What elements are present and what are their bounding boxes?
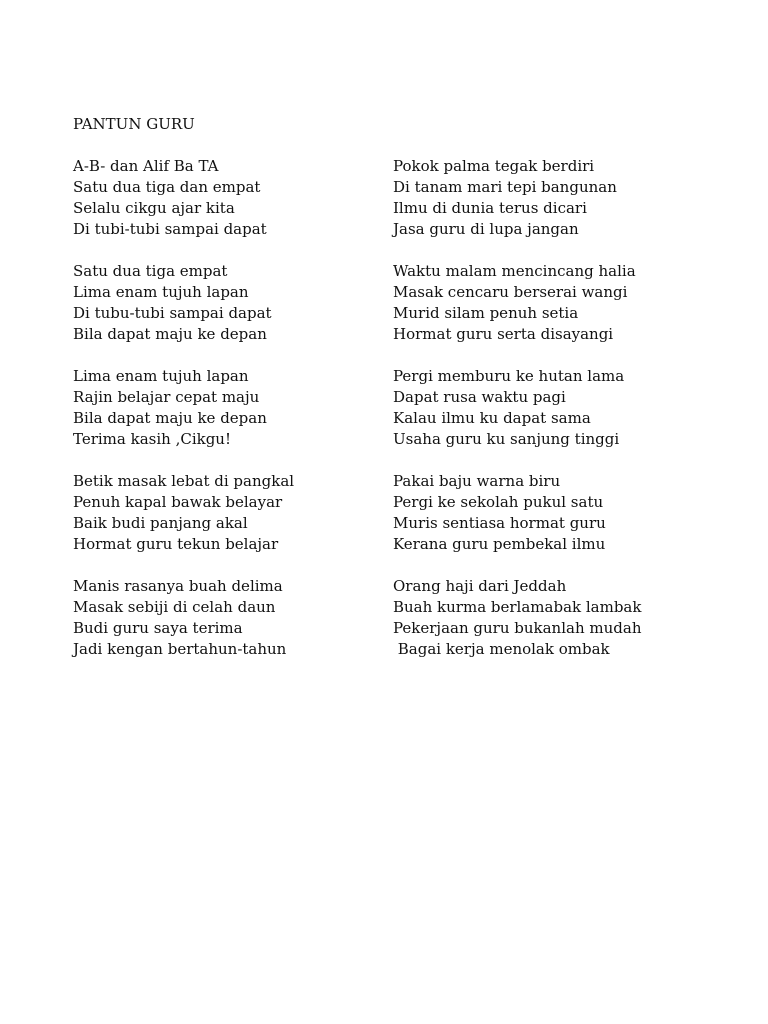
verse-line: Muris sentiasa hormat guru	[393, 514, 606, 532]
verse-line: Kalau ilmu ku dapat sama	[393, 409, 591, 427]
verse-line: Pekerjaan guru bukanlah mudah	[393, 619, 642, 637]
verse-line: Kerana guru pembekal ilmu	[393, 535, 606, 553]
verse-line: Jadi kengan bertahun-tahun	[73, 640, 287, 658]
left-column	[73, 156, 403, 681]
verse-line: Murid silam penuh setia	[393, 304, 579, 322]
verse-line: Bila dapat maju ke depan	[73, 409, 267, 427]
verse-line: Satu dua tiga empat	[73, 262, 228, 280]
verse-line: Buah kurma berlamabak lambak	[393, 598, 642, 616]
page-title: PANTUN GURU	[73, 115, 195, 133]
verse-line: Bila dapat maju ke depan	[73, 325, 267, 343]
stanza	[73, 576, 403, 660]
verse-line: Terima kasih ,Cikgu!	[73, 430, 231, 448]
verse-line: Manis rasanya buah delima	[73, 577, 283, 595]
stanza	[393, 156, 723, 240]
verse-line: Waktu malam mencincang halia	[393, 262, 636, 280]
verse-line: Pergi memburu ke hutan lama	[393, 367, 625, 385]
stanza	[73, 156, 403, 240]
verse-line: Di tubi-tubi sampai dapat	[73, 220, 267, 238]
stanza	[393, 261, 723, 345]
stanza	[393, 471, 723, 555]
verse-line: Jasa guru di lupa jangan	[393, 220, 579, 238]
verse-line: Bagai kerja menolak ombak	[393, 640, 610, 658]
verse-line: Dapat rusa waktu pagi	[393, 388, 566, 406]
verse-line: Di tubu-tubi sampai dapat	[73, 304, 272, 322]
verse-line: Lima enam tujuh lapan	[73, 283, 249, 301]
verse-line: Satu dua tiga dan empat	[73, 178, 261, 196]
verse-line: Masak cencaru berserai wangi	[393, 283, 628, 301]
verse-line: Baik budi panjang akal	[73, 514, 248, 532]
verse-line: Ilmu di dunia terus dicari	[393, 199, 587, 217]
stanza	[393, 576, 723, 660]
right-column	[393, 156, 723, 681]
verse-line: Penuh kapal bawak belayar	[73, 493, 283, 511]
verse-line: Rajin belajar cepat maju	[73, 388, 260, 406]
stanza	[393, 366, 723, 450]
stanza	[73, 471, 403, 555]
verse-line: Lima enam tujuh lapan	[73, 367, 249, 385]
verse-line: Betik masak lebat di pangkal	[73, 472, 295, 490]
stanza	[73, 261, 403, 345]
verse-line: Hormat guru serta disayangi	[393, 325, 614, 343]
verse-line: Pakai baju warna biru	[393, 472, 561, 490]
verse-line: Pergi ke sekolah pukul satu	[393, 493, 604, 511]
verse-line: Di tanam mari tepi bangunan	[393, 178, 617, 196]
stanza	[73, 366, 403, 450]
verse-line: Hormat guru tekun belajar	[73, 535, 279, 553]
verse-line: Usaha guru ku sanjung tinggi	[393, 430, 620, 448]
verse-line: Budi guru saya terima	[73, 619, 243, 637]
verse-line: Masak sebiji di celah daun	[73, 598, 276, 616]
verse-line: Orang haji dari Jeddah	[393, 577, 567, 595]
verse-line: A-B- dan Alif Ba TA	[73, 157, 219, 175]
verse-line: Pokok palma tegak berdiri	[393, 157, 595, 175]
verse-line: Selalu cikgu ajar kita	[73, 199, 235, 217]
